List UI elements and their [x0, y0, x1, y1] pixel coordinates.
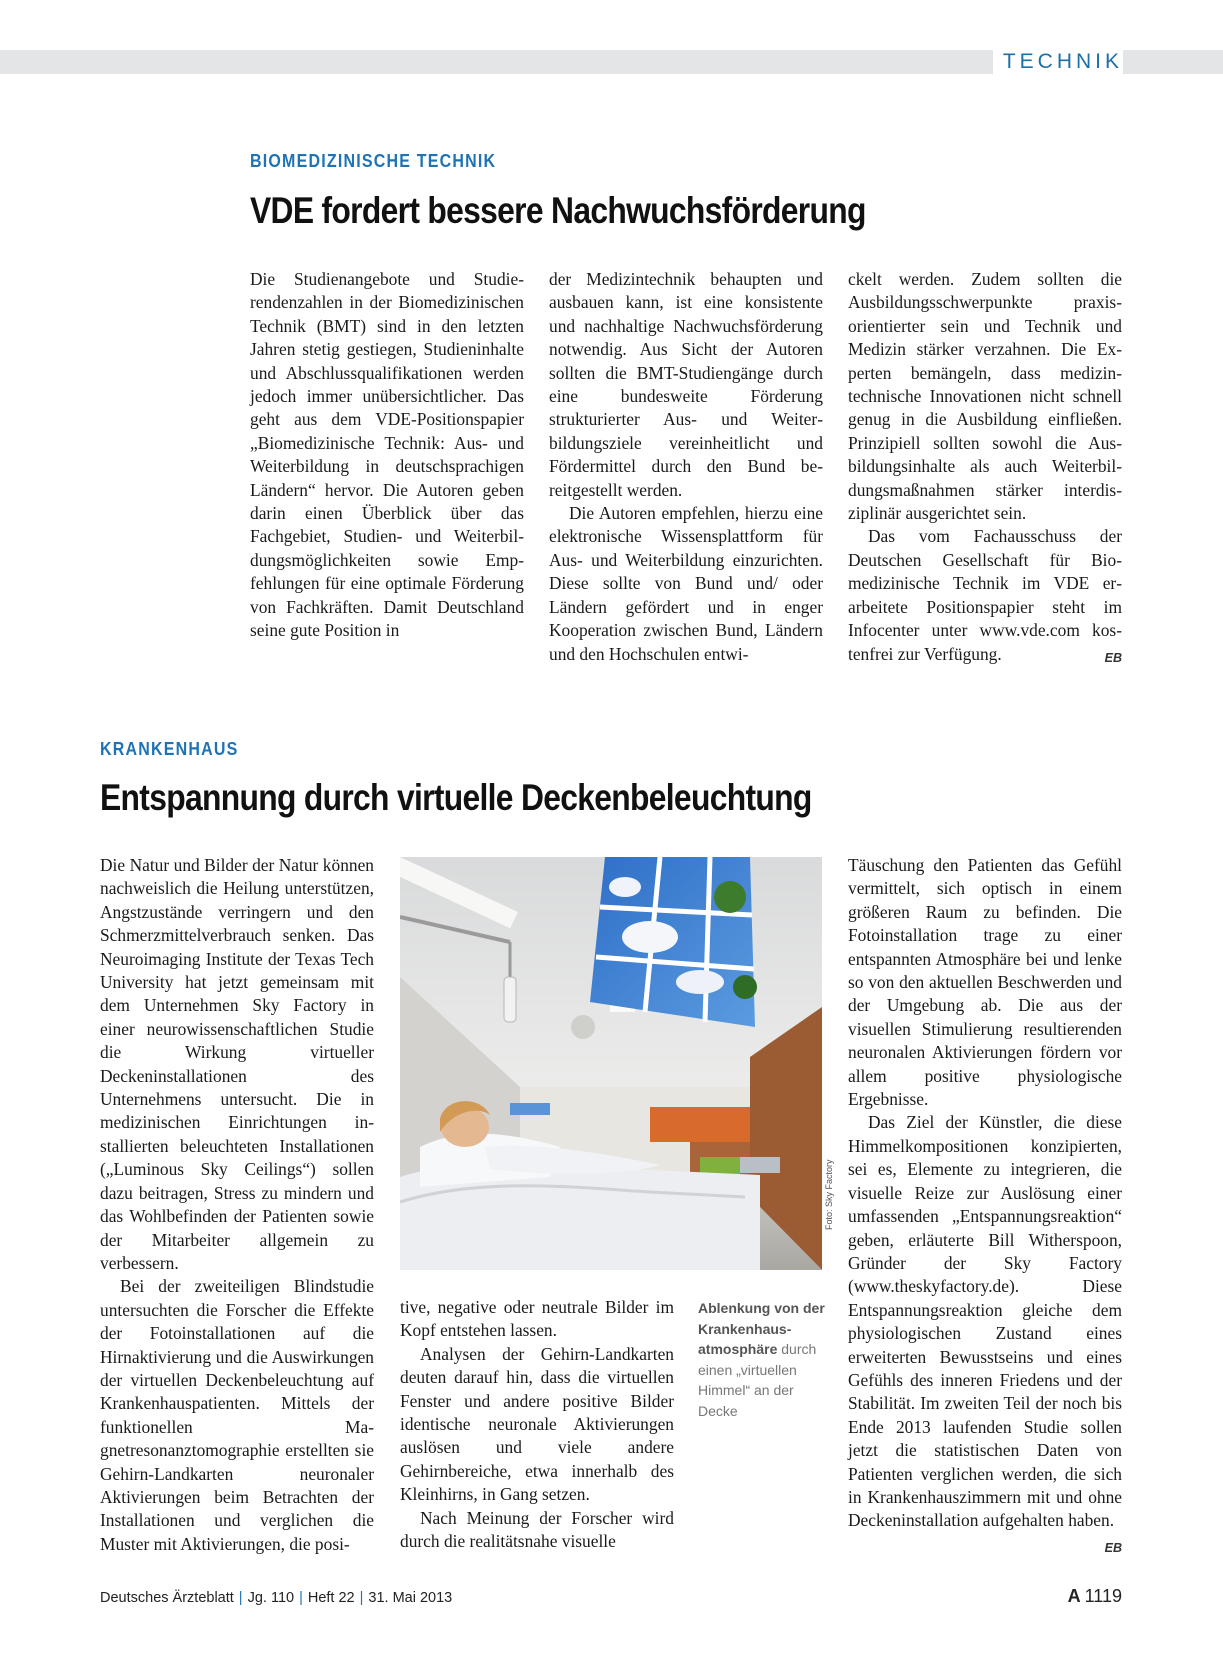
article1-kicker: BIOMEDIZINISCHE TECHNIK: [250, 152, 497, 172]
paragraph: Analysen der Gehirn-Landkarten deuten darauf hin, dass die virtuellen Fenster und andere positive Bilder identische neuronale Aktivierungen auslösen und viele andere Gehirnbereiche, etwa innerhalb des Kleinhirns, in Gang setzen.: [400, 1343, 674, 1505]
paragraph-text: Das vom Fachausschuss der Deutschen Gesellschaft für Biomedizinische Technik im VDE erarbeitete Positionspapier steht im Infocenter unter www.vde.com kostenfrei zur Verfügung.: [848, 526, 1122, 664]
page-prefix: A: [1067, 1586, 1081, 1606]
caption-text: durch einen „virtuellen Himmel“ an der Decke: [698, 1341, 817, 1419]
article2-headline: Entspannung durch virtuelle Deckenbeleuchtung: [100, 777, 812, 818]
volume: Jg. 110: [247, 1590, 295, 1606]
section-label: TECHNIK: [993, 48, 1123, 76]
author-signature: EB: [1104, 650, 1122, 665]
paragraph: der Medizintechnik behaupten und ausbauen kann, ist eine konsistente und nachhaltige Nachwuchsförderung notwendig. Aus Sicht der Autoren sollten die BMT-Studiengänge durch eine bundesweite Förderung strukturierter Aus- und Weiterbildungsziele vereinheitlicht und Fördermittel durch den Bund bereitgestellt werden.: [549, 269, 823, 500]
paragraph: Die Studienangebote und Studierendenzahlen in der Biomedizinischen Technik (BMT) sind in den letzten Jahren stetig gestiegen, Studieninhalte und Abschlussqualifikationen werden jedoch immer unübersichtlicher. Das geht aus dem VDE-Positionspapier „Biomedizinische Technik: Aus- und Weiterbildung in deutschsprachigen Ländern“ hervor. Die Autoren geben darin einen Überblick über das Fachgebiet, Studien- und Weiterbildungsmöglichkeiten sowie Empfehlungen für eine optimale Förderung von Fachkräften. Damit Deutschland seine gute Position in: [250, 269, 524, 641]
article2-column-2: [400, 1296, 674, 1553]
issue: Heft 22: [307, 1590, 355, 1606]
paragraph: ckelt werden. Zudem sollten die Ausbildungsschwerpunkte praxisorientierter sein und Technik und Medizin stärker verzahnen. Die Experten bemängeln, dass medizintechnische Innovationen nicht schnell genug in die Ausbildung einfließen. Prinzipiell sollten sowohl die Ausbildungsinhalte als auch Weiterbildungsmaßnahmen stärker interdisziplinär ausgerichtet sein.: [848, 269, 1122, 524]
paragraph-text: Das Ziel der Künstler, die diese Himmelkompositionen konzipierten, sei es, Elemente zu integrieren, die visuelle Reize zur Auslösung einer umfassenden „Entspannungsreaktion“ geben, erläuterte Bill Witherspoon, Gründer der Sky Factory (www.theskyfactory.de). Diese Entspannungsreaktion gleiche dem physiologischen Zustand eines erweiterten Bewusstseins und eines Gefühls des inneren Friedens und der Stabilität. Im zweiten Teil der noch bis Ende 2013 laufenden Studie sollen jetzt die statistischen Daten von Patienten verglichen werden, die sich in Krankenhauszimmern mit und ohne Deckeninstallation aufgehalten haben.: [848, 1112, 1122, 1531]
article2-column-1: [100, 854, 374, 1556]
date: 31. Mai 2013: [368, 1590, 453, 1606]
article1-headline: VDE fordert bessere Nachwuchsförderung: [250, 190, 866, 231]
article1-column-1: [250, 268, 524, 643]
page-number-value: 1119: [1084, 1586, 1122, 1606]
sky-ceiling-photo: [400, 857, 822, 1270]
paragraph: Bei der zweiteiligen Blindstudie untersuchten die Forscher die Effekte der Fotoinstallationen auf die Hirnaktivierung und die Auswirkungen der virtuellen Deckenbeleuchtung auf Krankenhauspatienten. Mittels der funktionellen Magnetresonanztomographie erstellten sie Gehirn-Landkarten neuronaler Aktivierungen beim Betrachten der Installationen und verglichen die Muster mit Aktivierungen, die posi-: [100, 1276, 374, 1554]
photo-caption: [698, 1298, 828, 1421]
article1-column-2: [549, 268, 823, 666]
separator: |: [299, 1590, 303, 1606]
article1-column-3: [848, 268, 1122, 670]
paragraph: [848, 1111, 1122, 1555]
article2-column-3: [848, 854, 1122, 1560]
paragraph: tive, negative oder neutrale Bilder im Kopf entstehen lassen.: [400, 1297, 674, 1341]
page-footer: [100, 1586, 1122, 1607]
paragraph: Nach Meinung der Forscher wird durch die realitätsnahe visuelle: [400, 1507, 674, 1552]
author-signature: EB: [1104, 1540, 1122, 1555]
page-number: [1068, 1586, 1122, 1607]
article2-kicker: KRANKENHAUS: [100, 740, 239, 760]
separator: |: [238, 1590, 243, 1606]
journal-name: Deutsches Ärzteblatt: [100, 1590, 234, 1606]
paragraph: Täuschung den Patienten das Gefühl vermittelt, sich optisch in einem größeren Raum zu befinden. Die Fotoinstallation trage zu einer entspannten Atmosphäre bei und lenke so von den aktuellen Beschwerden und der Umgebung ab. Die aus der visuellen Stimulierung resultierenden neuronalen Aktivierungen fördern vor allem positive physiologische Ergebnisse.: [848, 855, 1122, 1110]
caption-bold: Ablenkung von der Krankenhausatmosphäre: [698, 1300, 825, 1357]
paragraph: Die Natur und Bilder der Natur können nachweislich die Heilung unterstützen, Angstzustände verringern und den Schmerzmittelverbrauch senken. Das Neuroimaging Institute der Texas Tech University hat jetzt gemeinsam mit dem Unternehmen Sky Factory in einer neurowissenschaftlichen Studie die Wirkung virtueller Deckeninstallationen des Unternehmens untersucht. Die in medizinischen Einrichtungen installierten beleuchteten Installationen („Luminous Sky Ceilings“) sollen dazu beitragen, Stress zu mindern und das Wohlbefinden der Patienten sowie der Mitarbeiter allgemein zu verbessern.: [100, 855, 374, 1273]
paragraph: Die Autoren empfehlen, hierzu eine elektronische Wissensplattform für Aus- und Weiterbildung einzurichten. Diese sollte von Bund und/ oder Ländern gefördert und in enger Kooperation zwischen Bund, Ländern und den Hochschulen entwi-: [549, 503, 823, 664]
photo-credit: Foto: Sky Factory: [824, 1159, 834, 1230]
separator: |: [359, 1590, 364, 1606]
paragraph: [848, 525, 1122, 665]
